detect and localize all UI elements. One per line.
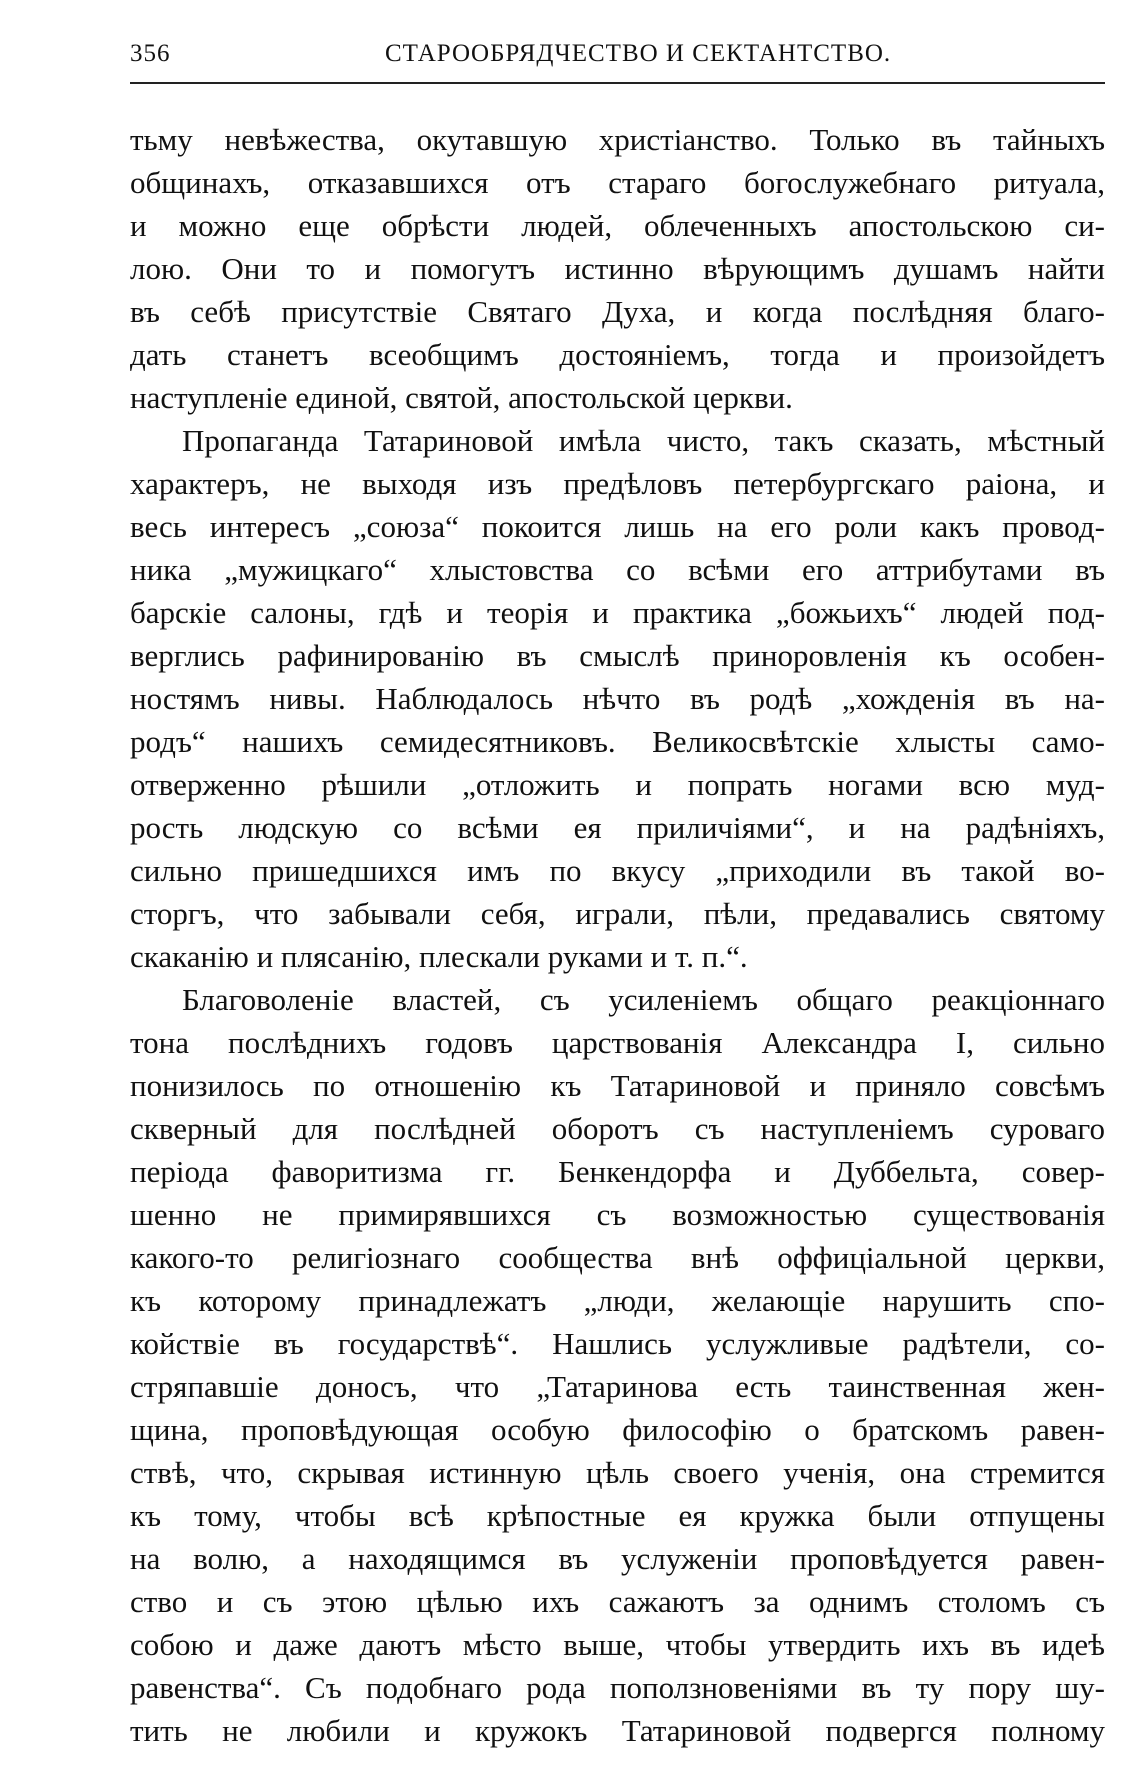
text-line: собою и даже даютъ мѣсто выше, чтобы утвердить ихъ въ идеѣ <box>130 1627 1105 1662</box>
text-line: тьму невѣжества, окутавшую христіанство. Только въ тайныхъ <box>130 122 1105 157</box>
body-text <box>130 118 1105 1752</box>
text-line: весь интересъ „союза“ покоится лишь на его роли какъ провод- <box>130 509 1105 544</box>
text-line: шенно не примирявшихся съ возможностью существованія <box>130 1197 1105 1232</box>
text-line: ника „мужицкаго“ хлыстовства со всѣми его аттрибутами въ <box>130 552 1105 587</box>
text-line: ствѣ, что, скрывая истинную цѣль своего ученія, она стремится <box>130 1455 1105 1490</box>
text-line: равенства“. Съ подобнаго рода поползновеніями въ ту пору шу- <box>130 1670 1105 1705</box>
paragraph-2 <box>130 419 1105 978</box>
text-line: характеръ, не выходя изъ предѣловъ петербургскаго раіона, и <box>130 466 1105 501</box>
text-line: сильно пришедшихся имъ по вкусу „приходили въ такой во- <box>130 853 1105 888</box>
text-line: щина, проповѣдующая особую философію о братскомъ равен- <box>130 1412 1105 1447</box>
text-line: лою. Они то и помогутъ истинно вѣрующимъ душамъ найти <box>130 251 1105 286</box>
running-title: СТАРООБРЯДЧЕСТВО И СЕКТАНТСТВО. <box>385 40 892 67</box>
text-line: ство и съ этою цѣлью ихъ сажаютъ за однимъ столомъ съ <box>130 1584 1105 1619</box>
paragraph-1 <box>130 118 1105 419</box>
text-line: рость людскую со всѣми ея приличіями“, и на радѣніяхъ, <box>130 810 1105 845</box>
text-line: барскіе салоны, гдѣ и теорія и практика „божьихъ“ людей под- <box>130 595 1105 630</box>
text-line: дать станетъ всеобщимъ достояніемъ, тогда и произойдетъ <box>130 337 1105 372</box>
text-line: койствіе въ государствѣ“. Нашлись услужливые радѣтели, со- <box>130 1326 1105 1361</box>
text-line: стряпавшіе доносъ, что „Татаринова есть таинственная жен- <box>130 1369 1105 1404</box>
text-line: тона послѣднихъ годовъ царствованія Александра I, сильно <box>130 1025 1105 1060</box>
text-line: верглись рафинированію въ смыслѣ приноровленія къ особен- <box>130 638 1105 673</box>
paragraph-3 <box>130 978 1105 1752</box>
header-rule <box>130 82 1105 84</box>
page-number: 356 <box>130 40 171 67</box>
text-line: какого-то религіознаго сообщества внѣ оффиціальной церкви, <box>130 1240 1105 1275</box>
text-line: ностямъ нивы. Наблюдалось нѣчто въ родѣ „хожденія въ на- <box>130 681 1105 716</box>
page-header <box>130 32 1105 72</box>
text-line: къ которому принадлежатъ „люди, желающіе нарушить спо- <box>130 1283 1105 1318</box>
text-line: въ себѣ присутствіе Святаго Духа, и когда послѣдняя благо- <box>130 294 1105 329</box>
text-line: сторгъ, что забывали себя, играли, пѣли, предавались святому <box>130 896 1105 931</box>
text-line: наступленіе единой, святой, апостольской церкви. <box>130 380 793 415</box>
text-line: родъ“ нашихъ семидесятниковъ. Великосвѣтскіе хлысты само- <box>130 724 1105 759</box>
text-line: на волю, а находящимся въ услуженіи проповѣдуется равен- <box>130 1541 1105 1576</box>
text-line: общинахъ, отказавшихся отъ стараго богослужебнаго ритуала, <box>130 165 1105 200</box>
text-line: и можно еще обрѣсти людей, облеченныхъ апостольскою си- <box>130 208 1105 243</box>
text-line: отверженно рѣшили „отложить и попрать ногами всю муд- <box>130 767 1105 802</box>
text-line: къ тому, чтобы всѣ крѣпостные ея кружка были отпущены <box>130 1498 1105 1533</box>
text-line: понизилось по отношенію къ Татариновой и приняло совсѣмъ <box>130 1068 1105 1103</box>
text-line: скаканію и плясанію, плескали руками и т. п.“. <box>130 939 748 974</box>
text-line: тить не любили и кружокъ Татариновой подвергся полному <box>130 1713 1105 1748</box>
text-line: періода фаворитизма гг. Бенкендорфа и Дуббельта, совер- <box>130 1154 1105 1189</box>
text-line: скверный для послѣдней оборотъ съ наступленіемъ суроваго <box>130 1111 1105 1146</box>
text-line: Благоволеніе властей, съ усиленіемъ общаго реакціоннаго <box>182 982 1105 1017</box>
text-line: Пропаганда Татариновой имѣла чисто, такъ сказать, мѣстный <box>182 423 1105 458</box>
